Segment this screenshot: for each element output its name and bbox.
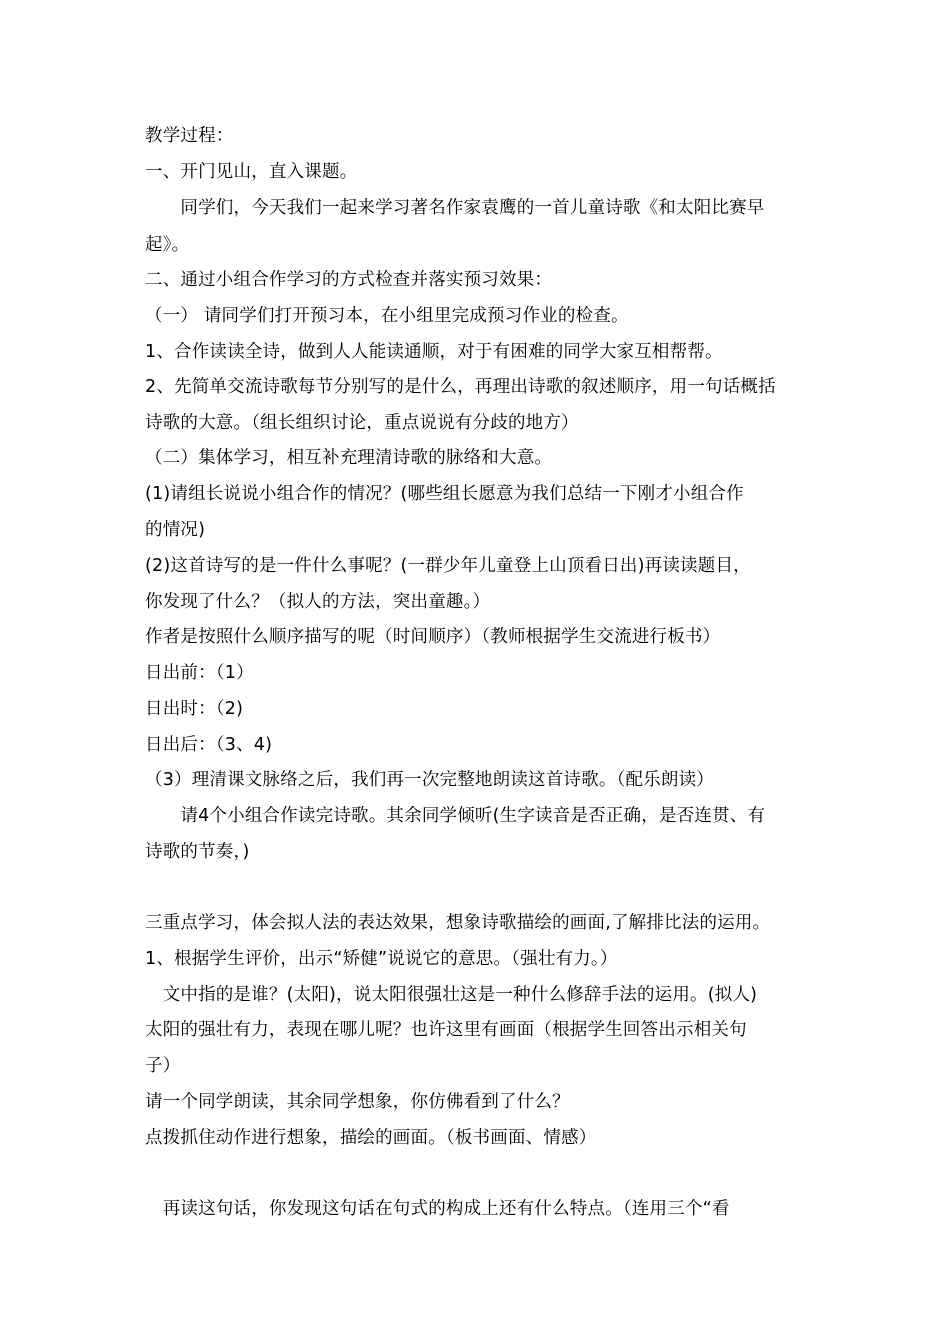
text-line: 诗歌的节奏，) <box>145 842 250 862</box>
text-line: 2、先简单交流诗歌每节分别写的是什么，再理出诗歌的叙述顺序，用一句话概括 <box>145 377 776 397</box>
text-line: 文中指的是谁？(太阳)，说太阳很强壮这是一种什么修辞手法的运用。(拟人) <box>145 985 758 1005</box>
text-line: 日出时：（2) <box>145 699 244 719</box>
text-line: 1、合作读读全诗，做到人人能读通顺，对于有困难的同学大家互相帮帮。 <box>145 342 723 362</box>
text-line: 再读这句话，你发现这句话在句式的构成上还有什么特点。（连用三个“看 <box>145 1199 730 1219</box>
text-line: 教学过程： <box>145 126 234 146</box>
text-line: 一、开门见山，直入课题。 <box>145 162 358 182</box>
text-line: 点拨抓住动作进行想象，描绘的画面。（板书画面、情感） <box>145 1128 597 1148</box>
text-line: (2)这首诗写的是一件什么事呢？(一群少年儿童登上山顶看日出)再读读题目， <box>145 556 751 576</box>
text-line: 的情况) <box>145 520 206 540</box>
text-line: （二）集体学习，相互补充理清诗歌的脉络和大意。 <box>145 448 553 468</box>
text-line: 日出后：（3、4) <box>145 735 273 755</box>
text-line: 起》。 <box>145 235 190 255</box>
text-line: 请4个小组合作读完诗歌。其余同学倾听(生字读音是否正确，是否连贯、有 <box>145 806 766 826</box>
text-line: 你发现了什么？（拟人的方法，突出童趣。） <box>145 592 491 612</box>
text-line: 诗歌的大意。（组长组织讨论，重点说说有分歧的地方） <box>145 413 579 433</box>
text-line: (1)请组长说说小组合作的情况？(哪些组长愿意为我们总结一下刚才小组合作 <box>145 484 744 504</box>
text-line: （一） 请同学们打开预习本，在小组里完成预习作业的检查。 <box>145 306 629 326</box>
text-line: 太阳的强壮有力，表现在哪儿呢？也许这里有画面（根据学生回答出示相关句 <box>145 1020 747 1040</box>
text-line: 三重点学习，体会拟人法的表达效果，想象诗歌描绘的画面,了解排比法的运用。 <box>145 913 771 933</box>
text-line: （3）理清课文脉络之后，我们再一次完整地朗读这首诗歌。（配乐朗读） <box>145 770 714 790</box>
text-line: 请一个同学朗读，其余同学想象，你仿佛看到了什么？ <box>145 1092 570 1112</box>
text-line: 日出前：（1） <box>145 663 254 683</box>
text-line: 同学们，今天我们一起来学习著名作家袁鹰的一首儿童诗歌《和太阳比赛早 <box>145 198 765 218</box>
text-line: 1、根据学生评价，出示“矫健”说说它的意思。（强壮有力。） <box>145 949 618 969</box>
text-line: 子） <box>145 1056 181 1076</box>
text-line: 二、通过小组合作学习的方式检查并落实预习效果： <box>145 270 553 290</box>
text-line: 作者是按照什么顺序描写的呢（时间顺序）（教师根据学生交流进行板书） <box>145 627 721 647</box>
